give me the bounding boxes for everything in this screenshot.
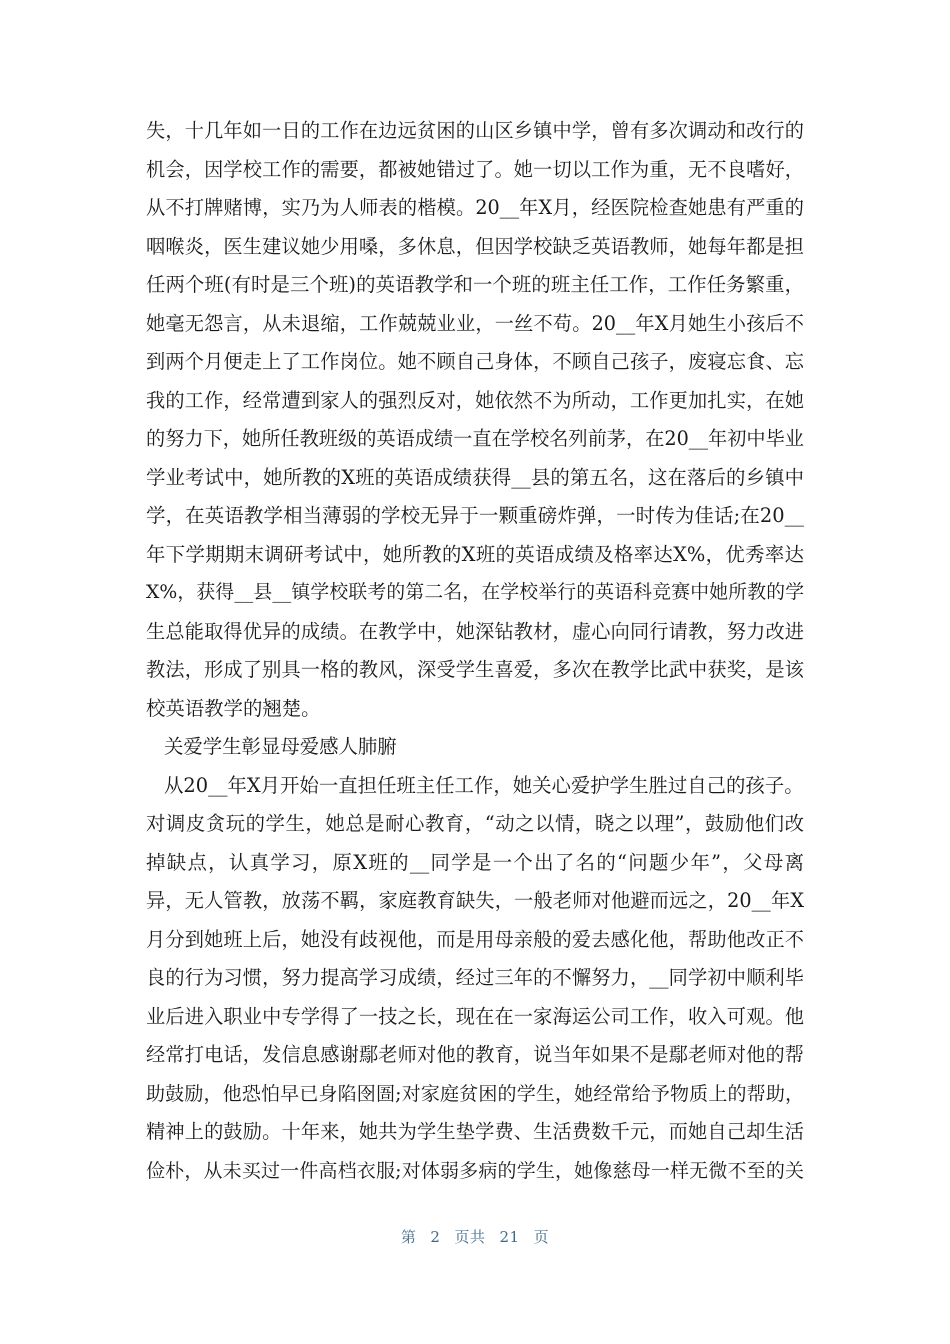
text-line: 业后进入职业中专学得了一技之长，现在在一家海运公司工作，收入可观。他 — [146, 1004, 804, 1028]
text-line: 精神上的鼓励。十年来，她共为学生垫学费、生活费数千元，而她自己却生活 — [146, 1120, 804, 1143]
text-line: 从20__年X月开始一直担任班主任工作，她关心爱护学生胜过自己的孩子。 — [164, 773, 804, 797]
text-line: 学，在英语教学相当薄弱的学校无异于一颗重磅炸弹，一时传为佳话;在20__ — [146, 504, 804, 527]
footer-word-di: 第 — [400, 1228, 417, 1246]
footer-word-ye-gong: 页共 — [454, 1228, 486, 1246]
text-line: 生总能取得优异的成绩。在教学中，她深钻教材，虚心向同行请教，努力改进 — [146, 619, 804, 643]
text-line: 失，十几年如一日的工作在边远贫困的山区乡镇中学，曾有多次调动和改行的 — [146, 119, 804, 142]
text-line: 月分到她班上后，她没有歧视他，而是用母亲般的爱去感化他，帮助他改正不 — [146, 927, 804, 951]
section-heading: 关爱学生彰显母爱感人肺腑 — [164, 735, 397, 758]
text-line: 机会，因学校工作的需要，都被她错过了。她一切以工作为重，无不良嗜好， — [146, 157, 804, 181]
text-line: 助鼓励，他恐怕早已身陷囹圄;对家庭贫困的学生，她经常给予物质上的帮助， — [146, 1082, 804, 1105]
text-line: 掉缺点，认真学习，原X班的__同学是一个出了名的“问题少年”，父母离 — [146, 850, 804, 874]
text-line: 良的行为习惯，努力提高学习成绩，经过三年的不懈努力，__同学初中顺利毕 — [146, 966, 804, 989]
text-line: 教法，形成了别具一格的教风，深受学生喜爱，多次在教学比武中获奖，是该 — [146, 658, 804, 681]
document-body — [146, 112, 804, 1190]
text-line: X%，获得__县__镇学校联考的第二名，在学校举行的英语科竞赛中她所教的学 — [146, 582, 804, 603]
text-line: 经常打电话，发信息感谢鄢老师对他的教育，说当年如果不是鄢老师对他的帮 — [146, 1043, 804, 1066]
current-page-number: 2 — [430, 1228, 441, 1246]
page-footer — [0, 1226, 950, 1247]
text-line: 任两个班(有时是三个班)的英语教学和一个班的班主任工作，工作任务繁重， — [146, 273, 804, 296]
text-line: 异，无人管教，放荡不羁，家庭教育缺失，一般老师对他避而远之，20__年X — [146, 889, 804, 912]
text-line: 的努力下，她所任教班级的英语成绩一直在学校名列前茅，在20__年初中毕业 — [146, 427, 804, 450]
text-line: 咽喉炎，医生建议她少用嗓，多休息，但因学校缺乏英语教师，她每年都是担 — [146, 234, 804, 258]
text-line: 学业考试中，她所教的X班的英语成绩获得__县的第五名，这在落后的乡镇中 — [146, 465, 804, 489]
text-line: 对调皮贪玩的学生，她总是耐心教育，“动之以情，晓之以理”，鼓励他们改 — [146, 812, 804, 835]
text-line: 年下学期期末调研考试中，她所教的X班的英语成绩及格率达X%，优秀率达 — [146, 542, 804, 566]
total-page-count: 21 — [499, 1228, 520, 1246]
text-line: 从不打牌赌博，实乃为人师表的楷模。20__年X月，经医院检查她患有严重的 — [146, 196, 804, 219]
text-line: 我的工作，经常遭到家人的强烈反对，她依然不为所动，工作更加扎实，在她 — [146, 388, 804, 412]
text-line: 她毫无怨言，从未退缩，工作兢兢业业，一丝不苟。20__年X月她生小孩后不 — [146, 311, 804, 335]
text-line: 俭朴，从未买过一件高档衣服;对体弱多病的学生，她像慈母一样无微不至的关 — [146, 1159, 804, 1182]
text-line: 到两个月便走上了工作岗位。她不顾自己身体，不顾自己孩子，废寝忘食、忘 — [146, 350, 804, 373]
text-line: 校英语教学的翘楚。 — [146, 696, 321, 720]
footer-word-ye: 页 — [533, 1228, 550, 1246]
